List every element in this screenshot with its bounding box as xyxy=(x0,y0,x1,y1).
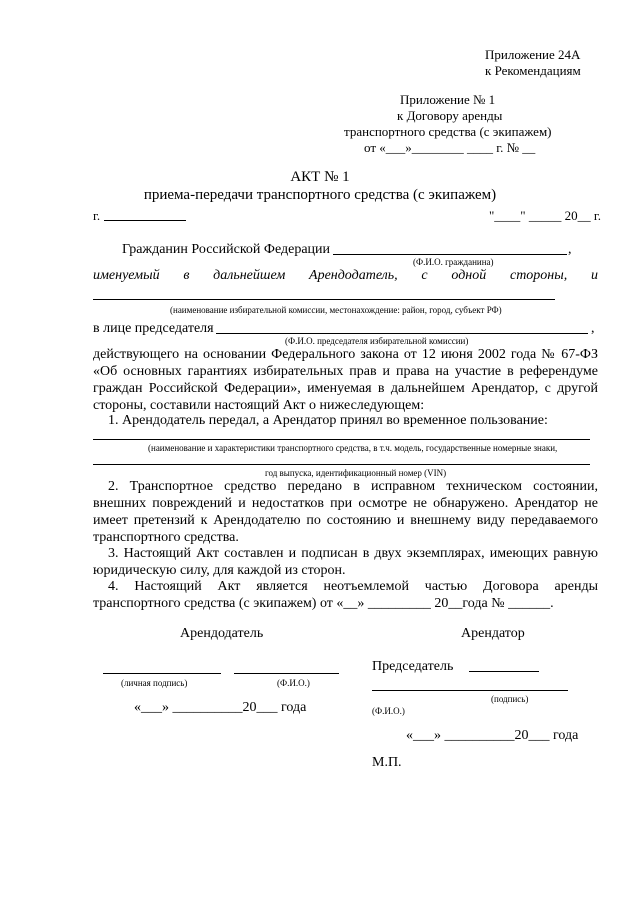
chairman-hint: (Ф.И.О. председателя избирательной комиссии) xyxy=(285,336,469,346)
contract-ref-line-3: транспортного средства (с экипажем) xyxy=(344,124,552,139)
commission-line xyxy=(93,299,555,300)
basis-line-1: действующего на основании Федерального закона от 12 июня 2002 года № 67-ФЗ xyxy=(93,347,598,362)
lessee-date: «___» __________20___ года xyxy=(406,728,579,743)
item-1-line-2 xyxy=(93,464,590,465)
date-field: "____" _____ 20__ г. xyxy=(489,208,601,223)
basis-line-2: «Об основных гарантиях избирательных прав и права на участие в референдуме xyxy=(93,364,598,379)
referred-word: Арендодатель, xyxy=(309,268,398,283)
referred-word: в xyxy=(183,268,190,283)
basis-line-3: граждан Российской Федерации», именуемая в дальнейшем Арендатор, с другой xyxy=(93,381,598,396)
citizen-label: Гражданин Российской Федерации xyxy=(122,242,331,257)
referred-word: стороны, xyxy=(509,268,568,283)
referred-word: дальнейшем xyxy=(213,268,286,283)
item-3-line-1: 3. Настоящий Акт составлен и подписан в двух экземплярах, имеющих равную xyxy=(108,546,598,561)
lessee-fio-line xyxy=(372,690,568,691)
document-subtitle: приема-передачи транспортного средства (с экипажем) xyxy=(143,187,497,203)
document-title: АКТ № 1 xyxy=(290,169,350,185)
chairman-sign-line xyxy=(469,671,539,672)
city-prefix: г. xyxy=(93,208,101,223)
basis-line-4: стороны, составили настоящий Акт о нижеследующем: xyxy=(93,398,425,413)
chairman-line xyxy=(216,333,588,334)
item-4-line-1: 4. Настоящий Акт является неотъемлемой частью Договора аренды xyxy=(108,579,598,594)
referred-word: именуемый xyxy=(93,268,160,283)
appendix-line-2: к Рекомендациям xyxy=(485,63,581,78)
citizen-fio-line xyxy=(333,254,567,255)
referred-word: с xyxy=(421,268,428,283)
appendix-line-1: Приложение 24А xyxy=(485,47,581,62)
citizen-fio-hint: (Ф.И.О. гражданина) xyxy=(413,257,494,267)
item-1-hint-2: год выпуска, идентификационный номер (VIN) xyxy=(265,468,447,478)
lessor-fio-line xyxy=(234,673,339,674)
lessor-date: «___» __________20___ года xyxy=(134,700,307,715)
item-2-line-3: имеет претензий к Арендодателю по состоянию и внешнему виду передаваемого xyxy=(93,513,598,528)
stamp-label: М.П. xyxy=(372,755,402,770)
item-4-line-2: транспортного средства (с экипажем) от «__» _________ 20__года № ______. xyxy=(93,596,554,611)
citizen-comma: , xyxy=(568,242,572,257)
item-2-line-1: 2. Транспортное средство передано в исправном техническом состоянии, xyxy=(108,479,598,494)
referred-word: и xyxy=(591,268,598,283)
lessee-sign-hint: (подпись) xyxy=(491,694,529,704)
commission-hint: (наименование избирательной комиссии, местонахождение: район, город, субъект РФ) xyxy=(170,305,502,315)
contract-ref-line-1: Приложение № 1 xyxy=(400,92,496,107)
item-1-line-1 xyxy=(93,439,590,440)
referred-line xyxy=(93,267,598,284)
chairman-sign-label: Председатель xyxy=(372,659,454,674)
chairman-label: в лице председателя xyxy=(93,321,214,336)
city-blank-line xyxy=(104,220,186,221)
lessor-sign-line xyxy=(103,673,221,674)
contract-ref-line-2: к Договору аренды xyxy=(397,108,503,123)
lessee-title: Арендатор xyxy=(461,626,525,641)
lessor-sign-hint: (личная подпись) xyxy=(121,678,188,688)
item-1-text: 1. Арендодатель передал, а Арендатор принял во временное пользование: xyxy=(108,413,548,428)
item-3-line-2: юридическую силу, для каждой из сторон. xyxy=(93,563,346,578)
lessor-fio-hint: (Ф.И.О.) xyxy=(277,678,310,688)
item-1-hint-1: (наименование и характеристики транспортного средства, в т.ч. модель, государственные номерные знаки, xyxy=(148,443,558,453)
lessee-fio-hint: (Ф.И.О.) xyxy=(372,706,405,716)
item-2-line-2: внешних повреждений и недостатков при осмотре не обнаружено. Арендатор не xyxy=(93,496,598,511)
item-2-line-4: транспортного средства. xyxy=(93,530,239,545)
lessor-title: Арендодатель xyxy=(180,626,264,641)
chairman-comma: , xyxy=(591,321,595,336)
referred-word: одной xyxy=(451,268,487,283)
contract-ref-line-4: от «___»________ ____ г. № __ xyxy=(364,140,536,155)
